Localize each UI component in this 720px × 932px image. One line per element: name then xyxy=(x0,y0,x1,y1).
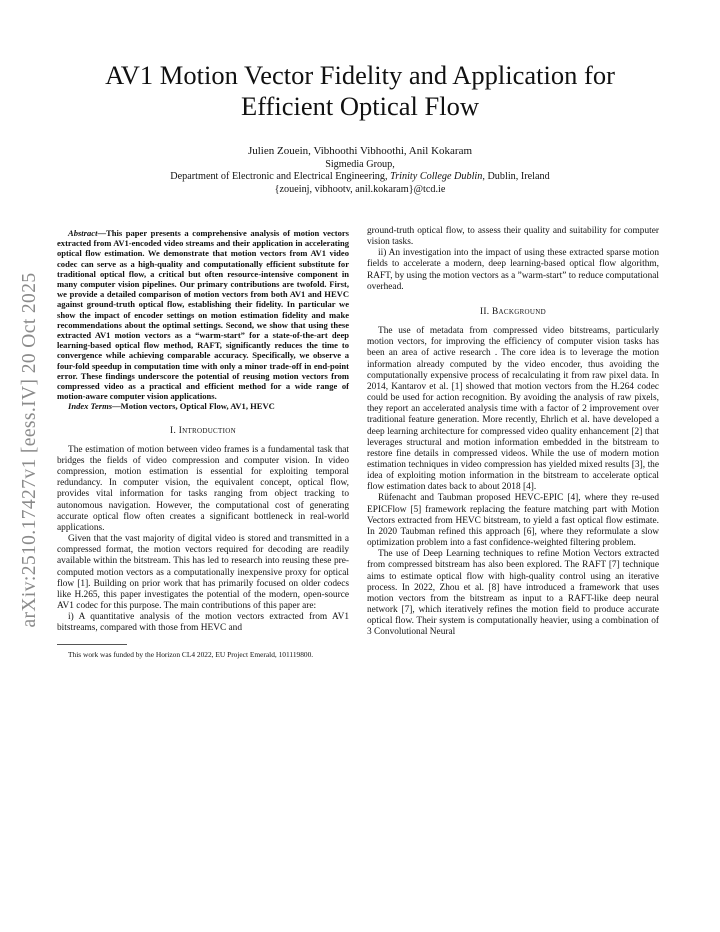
author-affiliation xyxy=(60,171,660,184)
intro-paragraph-2: Given that the vast majority of digital video is stored and transmitted in a compressed format, the motion vectors required for decoding are readily available within the bitstream. This has led to research into reusing these pre-computed motion vectors as a computationally inexpensive proxy for optical flow [1]. Building on prior work that has primarily focused on older codecs like H.265, this paper investigates the potential of the modern, open-source AV1 codec for this purpose. The main contributions of this paper are: xyxy=(57,534,349,611)
contribution-continued: ground-truth optical flow, to assess their quality and suitability for computer vision tasks. xyxy=(367,226,659,248)
left-column xyxy=(57,228,349,660)
index-terms-text: —Motion vectors, Optical Flow, AV1, HEVC xyxy=(112,401,275,412)
footnote-rule xyxy=(57,644,127,645)
abstract xyxy=(57,228,349,401)
author-block xyxy=(60,145,660,196)
footnote: This work was funded by the Horizon CL4 2022, EU Project Emerald, 101119800. xyxy=(68,650,314,660)
affiliation-institution: Trinity College Dublin xyxy=(390,171,483,183)
paper-title: AV1 Motion Vector Fidelity and Application for Efficient Optical Flow xyxy=(105,60,615,121)
background-paragraph-1: The use of metadata from compressed video bitstreams, particularly motion vectors, for improving the efficiency of computer vision tasks has been an area of active research . The core idea is to leverage the motion information already computed by the video encoder, thus avoiding the computationally expensive process of recalculating it from raw pixel data. In 2014, Kantarov et al. [1] showed that motion vectors from the H.264 codec could be used for action recognition. By avoiding the analysis of raw pixels, they report an accelerated analysis time with a factor of 2 improvement over traditional feature generation. More recently, Ehrlich et al. have developed a deep learning architecture for compressed video quality enhancement [2] that leverages structural and motion information embedded in the bitstream to restore fine details in compressed videos. While the use of modern motion estimation techniques in video compression has yielded mixed results [3], the idea of exploiting motion information in the bitstream to accelerate optical flow estimation dates back to about 2018 [4]. xyxy=(367,326,659,493)
affiliation-department: Department of Electronic and Electrical Engineering, xyxy=(170,171,391,183)
index-terms xyxy=(57,401,349,411)
arxiv-identifier xyxy=(14,240,46,660)
background-paragraph-2: Rüfenacht and Taubman proposed HEVC-EPIC [4], where they re-used EPICFlow [5] framework replacing the feature matching part with Motion Vectors extracted from HEVC bitstream, to yield a fast optical flow estimate. In 2020 Taubman refined this approach [6], where they reformulate a slow optimization problem into a fast confidence-weighted filtering problem. xyxy=(367,493,659,549)
author-group: Sigmedia Group, xyxy=(325,158,395,170)
right-column xyxy=(367,226,659,638)
background-paragraph-3: The use of Deep Learning techniques to refine Motion Vectors extracted from compressed bitstream has also been explored. The RAFT [7] technique aims to estimate optical flow with high-quality control using an iterative process. In 2022, Zhou et al. [8] have introduced a framework that uses motion vectors from the bitstream as input to a RAFT-like deep neural network [7], which iteratively refines the motion field to produce accurate optical flow. Their system is computationally heavier, using a combination of 3 Convolutional Neural xyxy=(367,549,659,638)
intro-paragraph-3: i) A quantitative analysis of the motion vectors extracted from AV1 bitstreams, compared with those from HEVC and xyxy=(57,612,349,634)
author-names: Julien Zouein, Vibhoothi Vibhoothi, Anil Kokaram xyxy=(247,145,473,157)
section-heading-introduction: I. Introduction xyxy=(170,425,236,436)
index-terms-label: Index Terms xyxy=(68,401,113,412)
contribution-2: ii) An investigation into the impact of using these extracted sparse motion fields to accelerate a modern, deep learning-based optical flow algorithm, RAFT, by using the motion vectors as a ”warm-start” to reduce computational overhead. xyxy=(367,248,660,292)
author-email: {zoueinj, vibhootv, anil.kokaram}@tcd.ie xyxy=(274,183,446,195)
abstract-label: Abstract xyxy=(68,228,98,238)
abstract-text: —This paper presents a comprehensive analysis of motion vectors extracted from AV1-encoded video streams and their application in accelerating optical flow estimation. We demonstrate that motion vectors from AV1 video codec can serve as a high-quality and computationally efficient substitute for traditional optical flow, a critical but often resource-intensive component in many computer vision pipelines. Our primary contributions are twofold. First, we provide a detailed comparison of motion vectors from both AV1 and HEVC against ground-truth optical flow, establishing their fidelity. In particular we show the impact of encoder settings on motion estimation fidelity and make recommendations about the optimal settings. Second, we show that using these extracted AV1 motion vectors as a “warm-start” for a state-of-the-art deep learning-based optical flow method, RAFT, significantly reduces the time to convergence while achieving comparable accuracy. Specifically, we observe a four-fold speedup in computation time with only a minor trade-off in end-point error. These findings underscore the potential of reusing motion vectors from compressed video as a practical and efficient method for a wide range of motion-aware computer vision applications. xyxy=(57,228,349,402)
section-heading-background: II. Background xyxy=(480,306,546,317)
arxiv-id-text: arXiv:2510.17427v1 [eess.IV] 20 Oct 2025 xyxy=(19,272,40,628)
intro-paragraph-1: The estimation of motion between video frames is a fundamental task that bridges the fields of video compression and computer vision. In video compression, motion estimation is essential for exploiting temporal redundancy. In computer vision, the equivalent concept, optical flow, provides vital information for tasks ranging from object tracking to autonomous navigation. However, the computational cost of generating accurate optical flow often creates a significant bottleneck in real-world applications. xyxy=(57,444,349,533)
affiliation-location: , Dublin, Ireland xyxy=(482,171,550,183)
